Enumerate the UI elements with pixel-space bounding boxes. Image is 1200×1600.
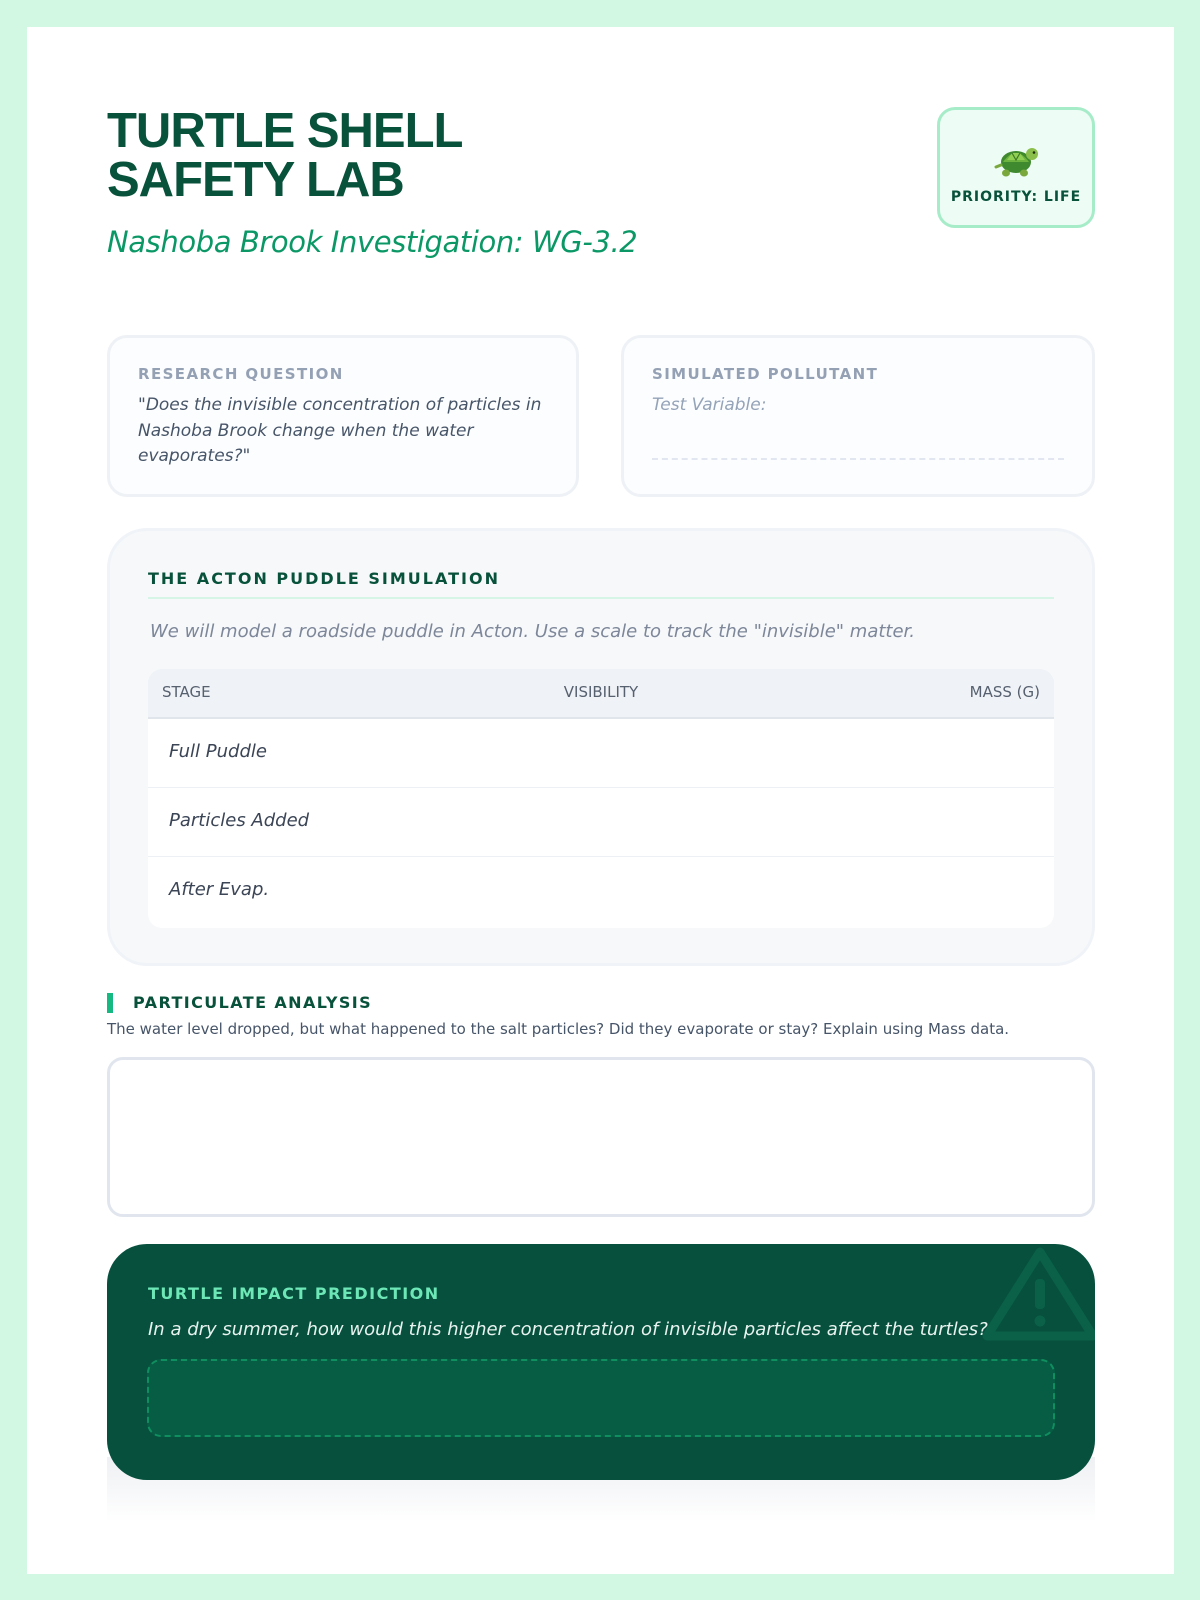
test-variable-label: Test Variable: [652,395,767,415]
table-header [148,669,1054,719]
analysis-answer-box[interactable] [107,1057,1095,1217]
table-row[interactable] [148,719,1054,788]
simulation-note: We will model a roadside puddle in Acton. Use a scale to track the "invisible" matter. [150,621,916,642]
warning-icon [975,1244,1095,1348]
simulation-panel [107,528,1095,966]
prediction-panel [107,1244,1095,1480]
turtle-icon [940,140,1092,186]
prediction-title: TURTLE IMPACT PREDICTION [148,1284,440,1303]
research-question-text: "Does the invisible concentration of particles in Nashoba Brook change when the water evaporates?" [138,395,542,466]
column-header-stage: STAGE [162,683,211,701]
stage-cell: After Evap. [169,879,270,900]
prediction-question: In a dry summer, how would this higher concentration of invisible particles affect the turtles? [148,1319,988,1340]
analysis-title: PARTICULATE ANALYSIS [107,993,372,1013]
priority-badge [937,107,1095,228]
page-subtitle: Nashoba Brook Investigation: WG-3.2 [107,225,638,259]
page-title: TURTLE SHELL SAFETY LAB [107,104,462,207]
simulated-pollutant-card [621,335,1095,497]
research-question-label: RESEARCH QUESTION [138,365,344,383]
research-question-card [107,335,579,497]
priority-label: PRIORITY: LIFE [950,189,1082,205]
simulation-title: THE ACTON PUDDLE SIMULATION [148,569,500,588]
simulated-pollutant-label: SIMULATED POLLUTANT [652,365,879,383]
analysis-question: The water level dropped, but what happened to the salt particles? Did they evaporate or stay? Explain using Mass data. [107,1020,1010,1038]
table-row[interactable] [148,857,1054,925]
column-header-visibility: VISIBILITY [563,683,639,701]
test-variable-field[interactable] [652,458,1064,460]
stage-cell: Full Puddle [169,741,267,762]
divider [148,597,1054,599]
worksheet [27,27,1174,1574]
stage-cell: Particles Added [169,810,310,831]
prediction-answer-box[interactable] [147,1359,1055,1437]
column-header-mass: MASS (G) [969,683,1040,701]
header [107,104,1095,287]
table-row[interactable] [148,788,1054,857]
data-table [148,669,1054,928]
